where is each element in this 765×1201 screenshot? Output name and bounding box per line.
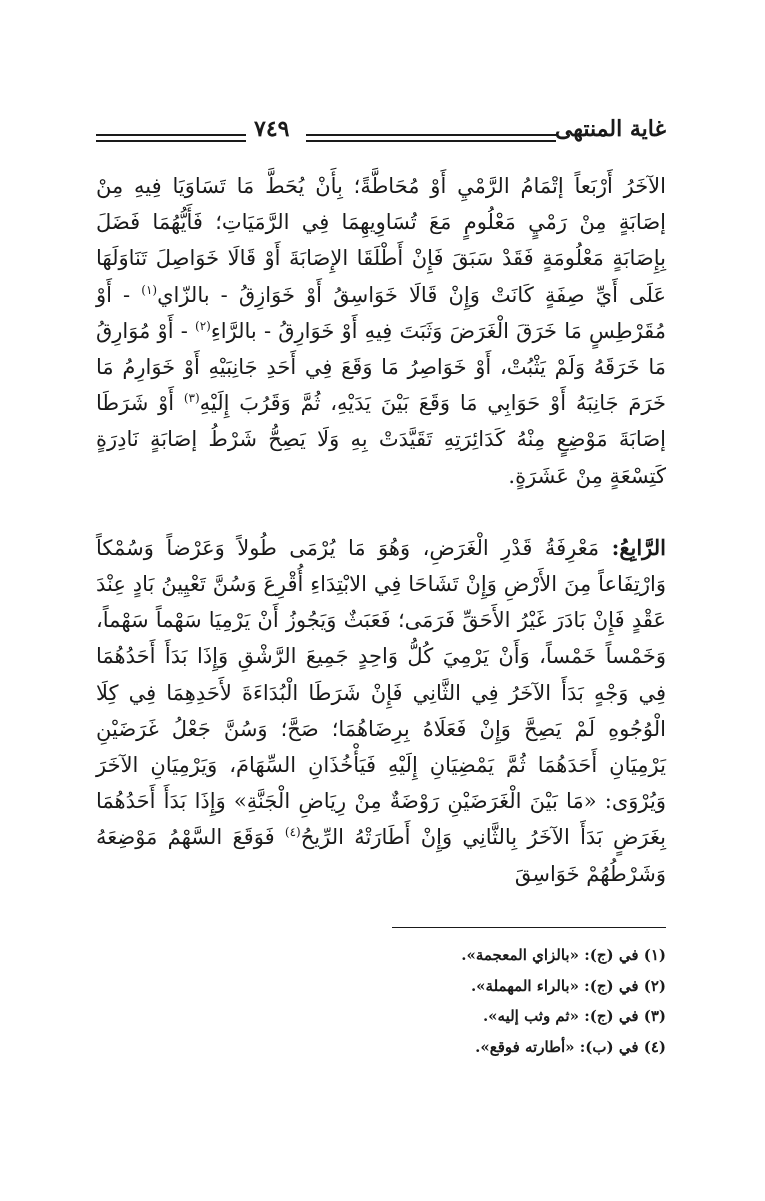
footnote: (٣) في (ج): «ثم وثب إليه». bbox=[482, 1007, 666, 1025]
footnote-ref-2: (٢) bbox=[195, 318, 211, 333]
footnote-ref-4: (٤) bbox=[284, 825, 301, 840]
section-heading-inline: الرَّابِعُ: bbox=[611, 534, 666, 560]
footnote-ref-3: (٣) bbox=[183, 391, 200, 406]
header-rule-right-bottom bbox=[306, 140, 556, 142]
main-text bbox=[96, 168, 666, 892]
text-run: - أَوْ مُقَرْطِسٍ مَا خَرَقَ الْغَرَضَ وَثَبَتَ فِيهِ أَوْ خَوَارِقُ - بالرَّاءِ bbox=[96, 282, 666, 343]
page-number: ٧٤٩ bbox=[248, 116, 295, 142]
text-run: الآخَرُ أَرْبَعاً إتْمَامُ الرَّمْيِ أَوْ مُحَاطَّةً؛ بِأَنْ يُحَطَّ مَا تَسَاوَيَا فِيهِ مِنْ إصَابَةٍ مِنْ رَمْيٍ مَعْلُومٍ مَعَ تُسَاوِيهِمَا فِي الرَّمَيَاتِ؛ فَأَيُّهُمَا فَضَلَ بِإِصَابَةٍ مَعْلُومَةٍ فَقَدْ سَبَقَ فَإِنْ أَطْلَقَا الإِصَابَةَ أَوْ قَالَا خَوَاصِلَ تَنَاوَلَهَا عَلَى أَيِّ صِفَةٍ كَانَتْ وَإِنْ قَالَا خَوَاسِقُ أَوْ خَوَازِقُ - بالزّاي bbox=[96, 174, 667, 307]
header-rule-right-top bbox=[306, 134, 556, 136]
book-title: غاية المنتهى bbox=[554, 116, 666, 142]
footnote-separator bbox=[392, 927, 666, 928]
header-rule-left-bottom bbox=[96, 140, 246, 142]
text-run: - أَوْ مُوَارِقُ مَا خَرَقَهُ وَلَمْ يَثْبُتْ، أَوْ خَوَاصِرُ مَا وَقَعَ فِي أَحَدِ جَانِبَيْهِ أَوْ خَوَارِمُ مَا خَرَمَ جَانِبَهُ أَوْ حَوَابِي مَا وَقَعَ بَيْنَ يَدَيْهِ، ثُمَّ وَقَرُبَ إِلَيْهِ bbox=[96, 318, 666, 416]
text-run: فَوَقَعَ السَّهْمُ مَوْضِعَهُ وَشَرْطُهُمْ خَوَاسِقَ bbox=[96, 825, 666, 886]
header-rule-left-top bbox=[96, 134, 246, 136]
footnote: (٤) في (ب): «أطارته فوقع». bbox=[475, 1037, 666, 1056]
footnote: (٢) في (ج): «بالراء المهملة». bbox=[470, 976, 666, 995]
paragraph bbox=[96, 530, 666, 892]
footnote-ref-1: (١) bbox=[141, 282, 158, 297]
footnotes bbox=[300, 940, 666, 1062]
paragraph bbox=[96, 168, 666, 494]
footnote: (١) في (ج): «بالزاي المعجمة». bbox=[461, 946, 666, 964]
text-run: مَعْرِفَةُ قَدْرِ الْغَرَضِ، وَهُوَ مَا يُرْمَى طُولاً وَعَرْضاً وَسُمْكاً وَارْتِفَاعاً مِنَ الأَرْضِ وَإِنْ تَشَاحَا فِي الابْتِدَاءِ أُقْرِعَ وَسُنَّ تَعْيِينُ بَادٍ عِنْدَ عَقْدٍ فَإِنْ بَادَرَ غَيْرُ الأَحَقِّ فَرَمَى؛ فَعَبَثٌ وَيَجُوزُ أَنْ يَرْمِيَا سَهْماً سَهْماً، وَخَمْساً خَمْساً، وَأَنْ يَرْمِيَ كُلُّ وَاحِدٍ جَمِيعَ الرَّشْقِ وَإِذَا بَدَأَ أَحَدُهُمَا فِي وَجْهٍ بَدَأَ الآخَرُ فِي الثَّانِي فَإِنْ شَرَطَا الْبُدَاءَةَ لأَحَدِهِمَا فِي كِلَا الْوُجُوهِ لَمْ يَصِحَّ وَإِنْ فَعَلَاهُ بِرِضَاهُمَا؛ صَحَّ؛ وَسُنَّ جَعْلُ غَرَضَيْنِ يَرْمِيَانِ أَحَدَهُمَا ثُمَّ يَمْضِيَانِ إِلَيْهِ فَيَأْخُذَانِ السِّهَامَ، وَيَرْمِيَانِ الآخَرَ وَيُرْوَى: «مَا بَيْنَ الْغَرَضَيْنِ رَوْضَةٌ مِنْ رِيَاضِ الْجَنَّةِ» وَإِذَا بَدَأَ أَحَدُهُمَا بِغَرَضٍ بَدَأَ الآخَرُ بِالثَّانِي وَإِنْ أَطَارَتْهُ الرِّيحُ bbox=[96, 535, 666, 850]
text-run: أَوْ شَرَطَا إصَابَةَ مَوْضِعٍ مِنْهُ كَدَائِرَتِهِ تَقَيَّدَتْ بِهِ وَلَا يَصِحُّ شَرْطُ إصَابَةٍ نَادِرَةٍ كَتِسْعَةٍ مِنْ عَشَرَةٍ. bbox=[96, 391, 666, 488]
running-header bbox=[96, 112, 666, 156]
